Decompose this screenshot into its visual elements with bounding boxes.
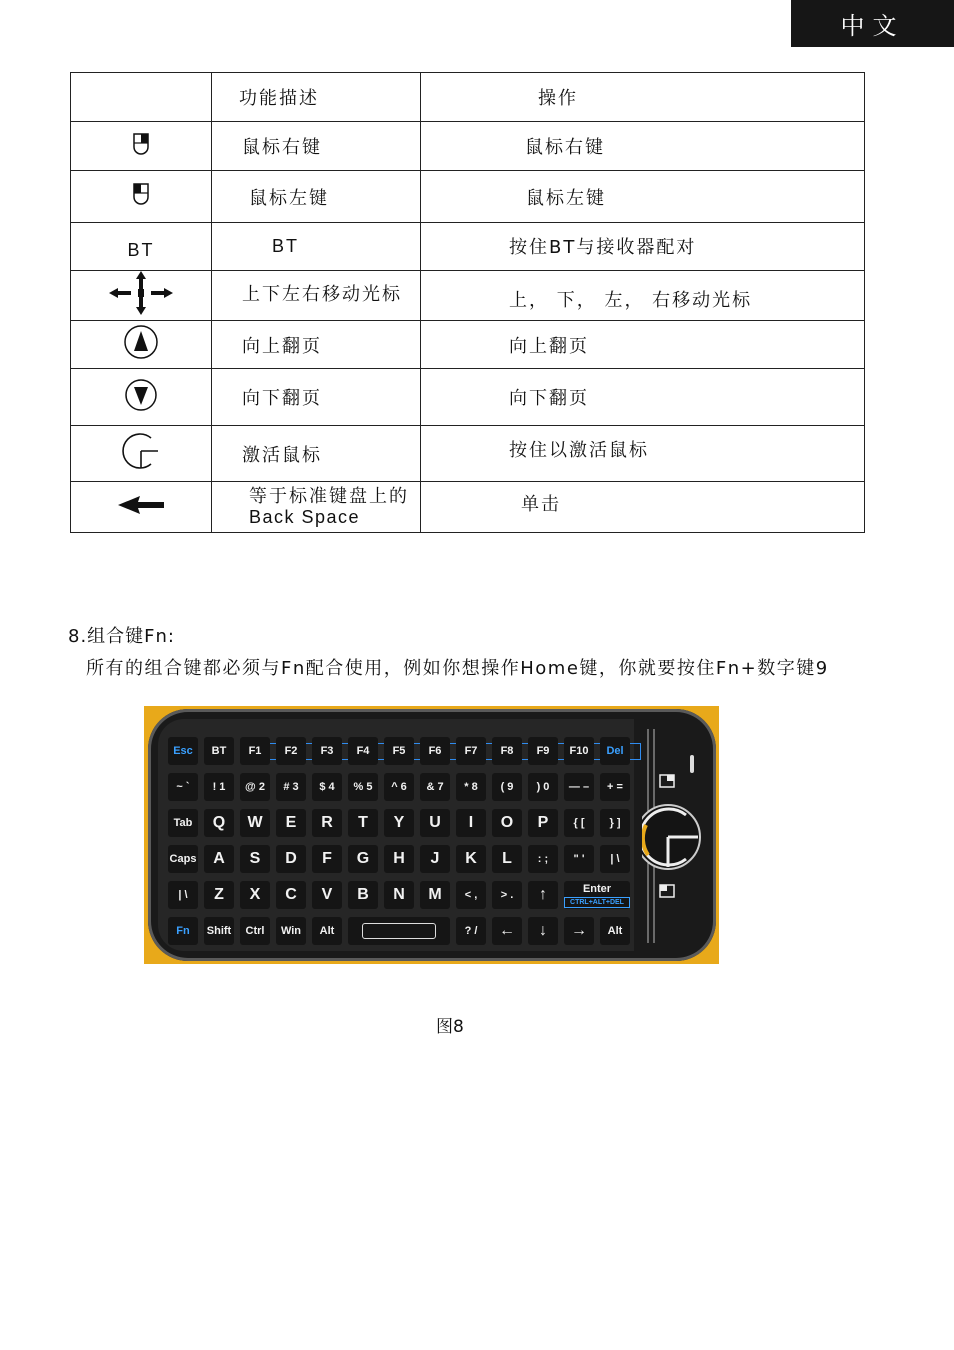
- key-tab[interactable]: Tab: [168, 809, 198, 837]
- op-cell: 鼠标左键: [421, 171, 865, 223]
- key-f2[interactable]: F2: [276, 737, 306, 765]
- key-r[interactable]: R: [312, 809, 342, 837]
- desc-cell: 向上翻页: [212, 321, 421, 369]
- function-table: [70, 72, 865, 533]
- key-x[interactable]: X: [240, 881, 270, 909]
- desc-cell: 鼠标右键: [212, 122, 421, 171]
- desc-cell: 激活鼠标: [212, 426, 421, 482]
- key-f3[interactable]: F3: [312, 737, 342, 765]
- key-tilde[interactable]: ~ `: [168, 773, 198, 801]
- key-f8[interactable]: F8: [492, 737, 522, 765]
- key-c[interactable]: C: [276, 881, 306, 909]
- header-cell-desc: 功能描述: [212, 73, 421, 122]
- desc-line-1: 等于标准键盘上的: [249, 486, 409, 507]
- key-comma[interactable]: < ,: [456, 881, 486, 909]
- desc-cell: 上下左右移动光标: [212, 271, 421, 321]
- key-6[interactable]: ^ 6: [384, 773, 414, 801]
- enter-label: Enter: [582, 883, 612, 895]
- page-up-triangle-icon: [123, 324, 159, 360]
- key-quote[interactable]: " ': [564, 845, 594, 873]
- key-t[interactable]: T: [348, 809, 378, 837]
- icon-cell: [71, 122, 212, 171]
- key-k[interactable]: K: [456, 845, 486, 873]
- key-bt[interactable]: BT: [204, 737, 234, 765]
- desc-cell: BT: [212, 223, 421, 271]
- key-arrow-up[interactable]: ↑: [528, 881, 558, 909]
- key-p[interactable]: P: [528, 809, 558, 837]
- left-arrow-backspace-icon: [118, 496, 164, 514]
- figure-caption: 图8: [436, 1017, 464, 1037]
- header-cell-op: 操作: [421, 73, 865, 122]
- key-j[interactable]: J: [420, 845, 450, 873]
- key-caps[interactable]: Caps: [168, 845, 198, 873]
- key-0[interactable]: ) 0: [528, 773, 558, 801]
- keyboard-key-area: [158, 719, 634, 951]
- key-s[interactable]: S: [240, 845, 270, 873]
- op-cell: 按住以激活鼠标: [421, 426, 865, 482]
- op-cell: 单击: [421, 482, 865, 533]
- key-4[interactable]: $ 4: [312, 773, 342, 801]
- key-f6[interactable]: F6: [420, 737, 450, 765]
- key-backslash[interactable]: | \: [600, 845, 630, 873]
- keyboard-figure: [144, 706, 719, 964]
- key-f9[interactable]: F9: [528, 737, 558, 765]
- key-alt-right[interactable]: Alt: [600, 917, 630, 945]
- key-period[interactable]: > .: [492, 881, 522, 909]
- key-ctrl[interactable]: Ctrl: [240, 917, 270, 945]
- key-8[interactable]: * 8: [456, 773, 486, 801]
- key-esc[interactable]: Esc: [168, 737, 198, 765]
- section-description: 所有的组合键都必须与Fn配合使用，例如你想操作Home键，你就要按住Fn+数字键9: [86, 658, 829, 679]
- key-left-bracket[interactable]: { [: [564, 809, 594, 837]
- space-bar-outline: [362, 923, 436, 939]
- table-row: [71, 369, 865, 426]
- op-cell: 上， 下， 左， 右移动光标: [421, 271, 865, 321]
- key-h[interactable]: H: [384, 845, 414, 873]
- desc-cell: 鼠标左键: [212, 171, 421, 223]
- table-row: [71, 223, 865, 271]
- desc-cell: 向下翻页: [212, 369, 421, 426]
- key-f7[interactable]: F7: [456, 737, 486, 765]
- key-slash[interactable]: ? /: [456, 917, 486, 945]
- table-row: [71, 171, 865, 223]
- key-b[interactable]: B: [348, 881, 378, 909]
- language-tab: 中文: [791, 0, 954, 47]
- key-arrow-left[interactable]: ←: [492, 917, 522, 945]
- keyboard-side-panel: [642, 725, 704, 947]
- key-v[interactable]: V: [312, 881, 342, 909]
- key-i[interactable]: I: [456, 809, 486, 837]
- mouse-right-button-icon: [133, 133, 149, 155]
- key-minus[interactable]: — –: [564, 773, 594, 801]
- key-semicolon[interactable]: : ;: [528, 845, 558, 873]
- key-pipe[interactable]: | \: [168, 881, 198, 909]
- key-shift[interactable]: Shift: [204, 917, 234, 945]
- key-f10[interactable]: F10: [564, 737, 594, 765]
- side-controls-icon: [642, 725, 704, 947]
- icon-cell: [71, 321, 212, 369]
- icon-cell: [71, 369, 212, 426]
- table-row: [71, 482, 865, 533]
- key-f4[interactable]: F4: [348, 737, 378, 765]
- icon-cell: [71, 426, 212, 482]
- key-f[interactable]: F: [312, 845, 342, 873]
- key-right-bracket[interactable]: } ]: [600, 809, 630, 837]
- key-f1[interactable]: F1: [240, 737, 270, 765]
- key-del[interactable]: Del: [600, 737, 630, 765]
- desc-cell: [212, 482, 421, 533]
- key-f5[interactable]: F5: [384, 737, 414, 765]
- ctrl-alt-del-label: CTRL+ALT+DEL: [564, 897, 630, 908]
- icon-cell: [71, 171, 212, 223]
- op-cell: 向上翻页: [421, 321, 865, 369]
- keyboard-body: [148, 709, 716, 961]
- page-down-triangle-icon: [124, 378, 158, 412]
- key-equals[interactable]: + =: [600, 773, 630, 801]
- table-header-row: [71, 73, 865, 122]
- key-o[interactable]: O: [492, 809, 522, 837]
- key-enter[interactable]: [564, 881, 630, 909]
- bt-label: BT: [71, 223, 212, 271]
- four-way-arrows-icon: [109, 271, 173, 315]
- key-7[interactable]: & 7: [420, 773, 450, 801]
- op-cell: 按住BT与接收器配对: [421, 223, 865, 271]
- key-g[interactable]: G: [348, 845, 378, 873]
- key-9[interactable]: ( 9: [492, 773, 522, 801]
- key-win[interactable]: Win: [276, 917, 306, 945]
- op-cell: 向下翻页: [421, 369, 865, 426]
- key-q[interactable]: Q: [204, 809, 234, 837]
- key-y[interactable]: Y: [384, 809, 414, 837]
- key-3[interactable]: # 3: [276, 773, 306, 801]
- key-m[interactable]: M: [420, 881, 450, 909]
- desc-line-2: Back Space: [249, 507, 361, 527]
- op-cell: 鼠标右键: [421, 122, 865, 171]
- key-arrow-right[interactable]: →: [564, 917, 594, 945]
- table-row: [71, 321, 865, 369]
- key-n[interactable]: N: [384, 881, 414, 909]
- key-d[interactable]: D: [276, 845, 306, 873]
- key-alt-left[interactable]: Alt: [312, 917, 342, 945]
- key-a[interactable]: A: [204, 845, 234, 873]
- key-w[interactable]: W: [240, 809, 270, 837]
- key-u[interactable]: U: [420, 809, 450, 837]
- mouse-left-button-icon: [133, 183, 149, 205]
- icon-cell: [71, 271, 212, 321]
- key-fn[interactable]: Fn: [168, 917, 198, 945]
- table-row: [71, 271, 865, 321]
- key-l[interactable]: L: [492, 845, 522, 873]
- icon-cell: [71, 482, 212, 533]
- key-space[interactable]: [348, 917, 450, 945]
- section-title: 8.组合键Fn:: [68, 626, 175, 647]
- header-cell-icon: [71, 73, 212, 122]
- key-5[interactable]: % 5: [348, 773, 378, 801]
- key-z[interactable]: Z: [204, 881, 234, 909]
- key-e[interactable]: E: [276, 809, 306, 837]
- table-row: [71, 426, 865, 482]
- key-2[interactable]: @ 2: [240, 773, 270, 801]
- table-row: [71, 122, 865, 171]
- activate-mouse-logo-icon: [121, 431, 161, 471]
- key-1[interactable]: ! 1: [204, 773, 234, 801]
- key-arrow-down[interactable]: ↓: [528, 917, 558, 945]
